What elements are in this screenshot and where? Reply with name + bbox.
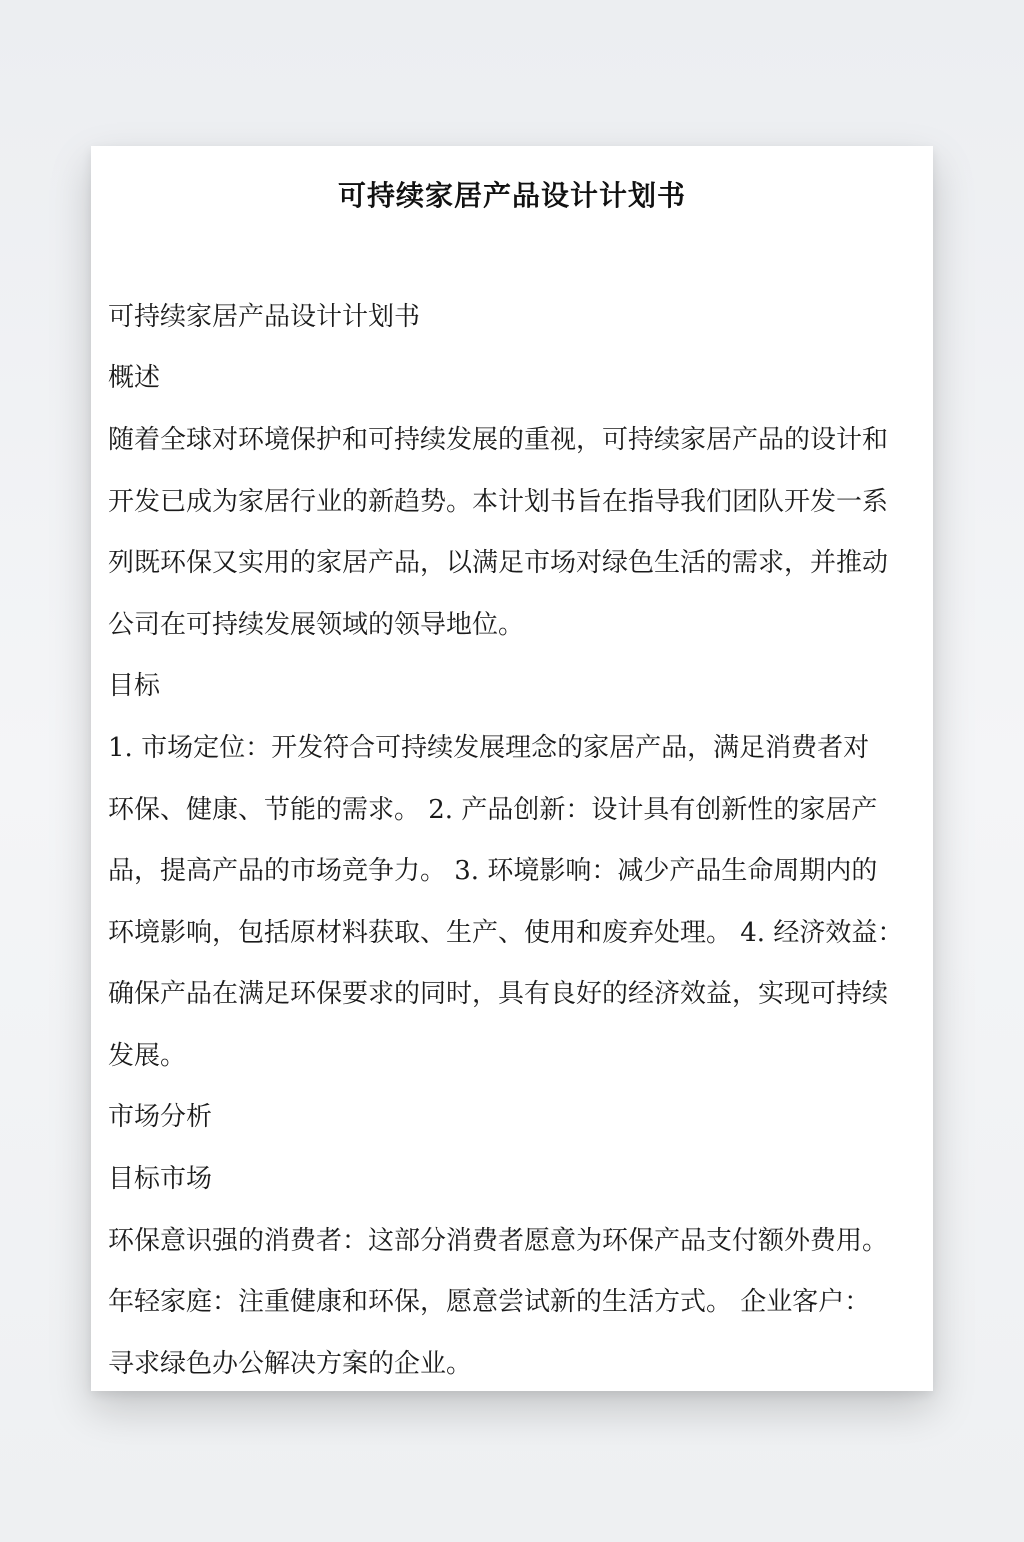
document-line: 环保意识强的消费者：这部分消费者愿意为环保产品支付额外费用。	[108, 1226, 889, 1256]
document-line: 目标	[108, 671, 161, 701]
document-page	[91, 146, 933, 1391]
document-line: 目标市场	[108, 1164, 213, 1194]
document-line: 可持续家居产品设计计划书	[108, 302, 421, 332]
document-line: 开发已成为家居行业的新趋势。本计划书旨在指导我们团队开发一系	[108, 487, 889, 517]
document-line: 概述	[108, 363, 161, 393]
document-line: 市场分析	[108, 1102, 213, 1132]
document-title: 可持续家居产品设计计划书	[337, 179, 686, 212]
document-line: 寻求绿色办公解决方案的企业。	[108, 1349, 473, 1379]
document-line: 确保产品在满足环保要求的同时，具有良好的经济效益，实现可持续	[108, 979, 889, 1009]
document-line: 环境影响，包括原材料获取、生产、使用和废弃处理。 4. 经济效益：	[108, 918, 904, 948]
document-line: 1. 市场定位：开发符合可持续发展理念的家居产品，满足消费者对	[108, 733, 870, 763]
document-line: 随着全球对环境保护和可持续发展的重视，可持续家居产品的设计和	[108, 425, 889, 455]
document-line: 列既环保又实用的家居产品，以满足市场对绿色生活的需求，并推动	[108, 548, 889, 578]
document-line: 环保、健康、节能的需求。 2. 产品创新：设计具有创新性的家居产	[108, 795, 878, 825]
document-line: 年轻家庭：注重健康和环保，愿意尝试新的生活方式。 企业客户：	[108, 1287, 871, 1317]
document-line: 品，提高产品的市场竞争力。 3. 环境影响：减少产品生命周期内的	[108, 856, 878, 886]
document-line: 发展。	[108, 1041, 187, 1071]
document-line: 公司在可持续发展领域的领导地位。	[108, 610, 525, 640]
